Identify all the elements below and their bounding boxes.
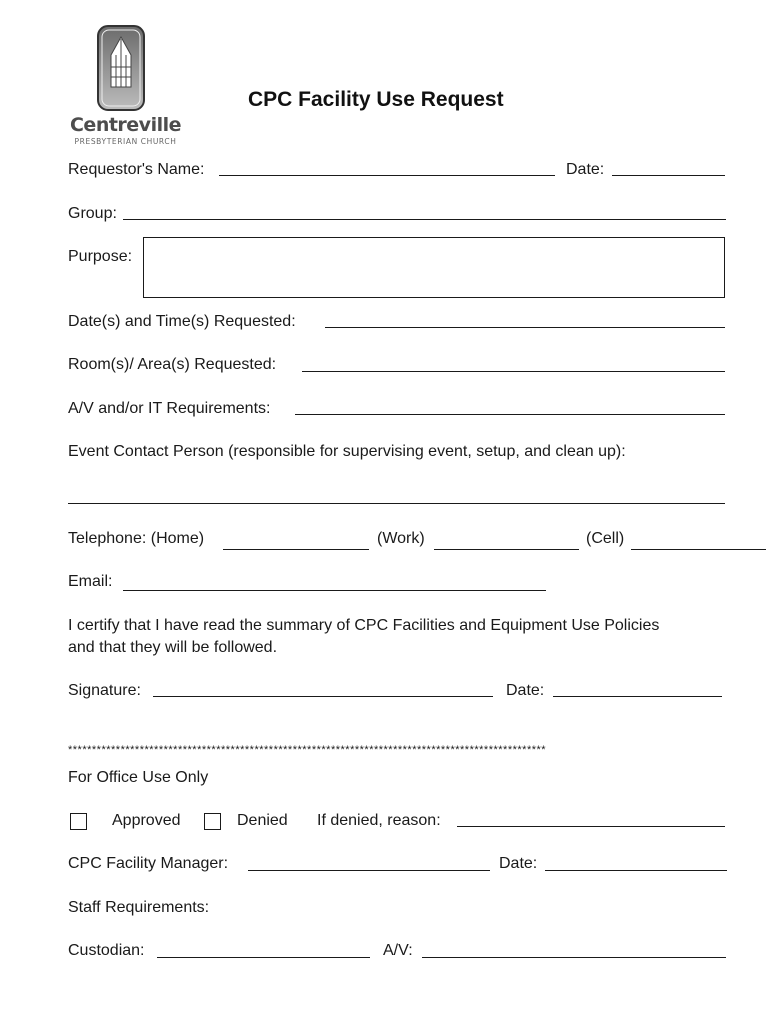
- av-it-field[interactable]: [295, 414, 725, 415]
- telephone-cell-field[interactable]: [631, 549, 766, 550]
- custodian-field[interactable]: [157, 957, 370, 958]
- rooms-label: Room(s)/ Area(s) Requested:: [68, 356, 277, 373]
- date-label: Date:: [566, 161, 605, 178]
- custodian-label: Custodian:: [68, 942, 145, 959]
- email-field[interactable]: [123, 590, 546, 591]
- logo-name: Centreville: [69, 114, 181, 136]
- logo-subtitle: PRESBYTERIAN CHURCH: [74, 137, 177, 146]
- telephone-work-field[interactable]: [434, 549, 579, 550]
- approved-checkbox[interactable]: [70, 813, 87, 830]
- av-label: A/V:: [383, 942, 413, 959]
- contact-field[interactable]: [68, 503, 725, 504]
- denied-reason-label: If denied, reason:: [317, 812, 441, 829]
- signature-field[interactable]: [153, 696, 493, 697]
- purpose-label: Purpose:: [68, 248, 133, 265]
- contact-label: Event Contact Person (responsible for supervising event, setup, and clean up):: [68, 443, 626, 460]
- date-field[interactable]: [612, 175, 725, 176]
- dates-times-label: Date(s) and Time(s) Requested:: [68, 313, 296, 330]
- rooms-field[interactable]: [302, 371, 725, 372]
- denied-reason-field[interactable]: [457, 826, 725, 827]
- dates-times-field[interactable]: [325, 327, 725, 328]
- denied-checkbox[interactable]: [204, 813, 221, 830]
- telephone-home-field[interactable]: [223, 549, 369, 550]
- signature-label: Signature:: [68, 682, 141, 699]
- certification-text: I certify that I have read the summary of CPC Facilities and Equipment Use Policies and that they will be followed.: [68, 617, 660, 656]
- av-field[interactable]: [422, 957, 726, 958]
- email-label: Email:: [68, 573, 113, 590]
- church-steeple-icon: [97, 25, 145, 111]
- form-title: CPC Facility Use Request: [248, 88, 504, 111]
- facility-manager-field[interactable]: [248, 870, 490, 871]
- telephone-cell-label: (Cell): [586, 530, 625, 547]
- av-it-label: A/V and/or IT Requirements:: [68, 400, 271, 417]
- manager-date-label: Date:: [499, 855, 538, 872]
- group-field[interactable]: [123, 219, 726, 220]
- purpose-textbox[interactable]: [143, 237, 725, 298]
- requestor-field[interactable]: [219, 175, 555, 176]
- separator-line: ****************************************************************************************************: [68, 744, 547, 756]
- manager-date-field[interactable]: [545, 870, 727, 871]
- denied-label: Denied: [237, 812, 288, 829]
- telephone-work-label: (Work): [377, 530, 425, 547]
- approved-label: Approved: [112, 812, 181, 829]
- church-logo: [68, 25, 183, 150]
- facility-manager-label: CPC Facility Manager:: [68, 855, 229, 872]
- requestor-label: Requestor's Name:: [68, 161, 205, 178]
- telephone-home-label: Telephone: (Home): [68, 530, 205, 547]
- group-label: Group:: [68, 205, 117, 222]
- office-use-heading: For Office Use Only: [68, 769, 209, 786]
- signature-date-field[interactable]: [553, 696, 722, 697]
- signature-date-label: Date:: [506, 682, 545, 699]
- staff-requirements-label: Staff Requirements:: [68, 899, 210, 916]
